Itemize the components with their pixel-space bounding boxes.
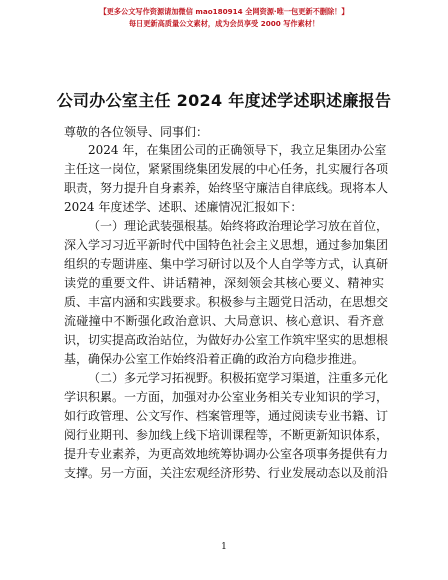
body-line: （一）理论武装强根基。始终将政治理论学习放在首位， [88, 219, 389, 233]
body-line: 提升专业素养，为更高效地统筹协调办公室各项事务提供有力 [64, 447, 389, 461]
body-line: 支撑。另一方面，关注宏观经济形势、行业发展动态以及前沿 [64, 466, 389, 480]
body-line: 基，确保办公室工作始终沿着正确的政治方向稳步推进。 [64, 352, 365, 366]
body-line: （二）多元学习拓视野。积极拓宽学习渠道，注重多元化 [88, 371, 389, 385]
document-title: 公司办公室主任 2024 年度述学述职述廉报告 [56, 91, 392, 110]
body-line: 识，切实提高政治站位，为做好办公室工作筑牢坚实的思想根 [64, 333, 389, 347]
body-line: 学识积累。一方面，加强对办公室业务相关专业知识的学习， [64, 390, 389, 404]
body-line: 组织的专题讲座、集中学习研讨以及个人自学等方式，认真研 [64, 257, 389, 271]
body-line: 流碰撞中不断强化政治意识、大局意识、核心意识、看齐意 [64, 314, 384, 328]
body-line: 质、丰富内涵和实践要求。积极参与主题党日活动，在思想交 [64, 295, 389, 309]
banner-line-1: 【更多公文写作资源请加微信 mao180914 全网资源·唯一包更新不删除！】 [99, 7, 349, 16]
body-line: 职责，努力提升自身素养，始终坚守廉洁自律底线。现将本人 [64, 181, 389, 195]
page-number: 1 [221, 542, 227, 552]
promo-banner [0, 6, 448, 30]
body-line: 主任这一岗位，紧紧围绕集团发展的中心任务，扎实履行各项 [64, 162, 389, 176]
body-line: 读党的重要文件、讲话精神，深刻领会其核心要义、精神实 [64, 276, 384, 290]
body-line: 如行政管理、公文写作、档案管理等，通过阅读专业书籍、订 [64, 409, 389, 423]
body-line: 2024 年度述学、述职、述廉情况汇报如下： [64, 200, 303, 214]
banner-line-2: 每日更新高质量公文素材，成为会员享受 2000 写作素材！ [128, 19, 320, 28]
body-line: 深入学习习近平新时代中国特色社会主义思想，通过参加集团 [64, 238, 389, 252]
body-line: 阅行业期刊、参加线上线下培训课程等，不断更新知识体系， [64, 428, 389, 442]
salutation: 尊敬的各位领导、同事们： [64, 125, 209, 139]
body-line: 2024 年，在集团公司的正确领导下，我立足集团办公室 [88, 143, 387, 157]
